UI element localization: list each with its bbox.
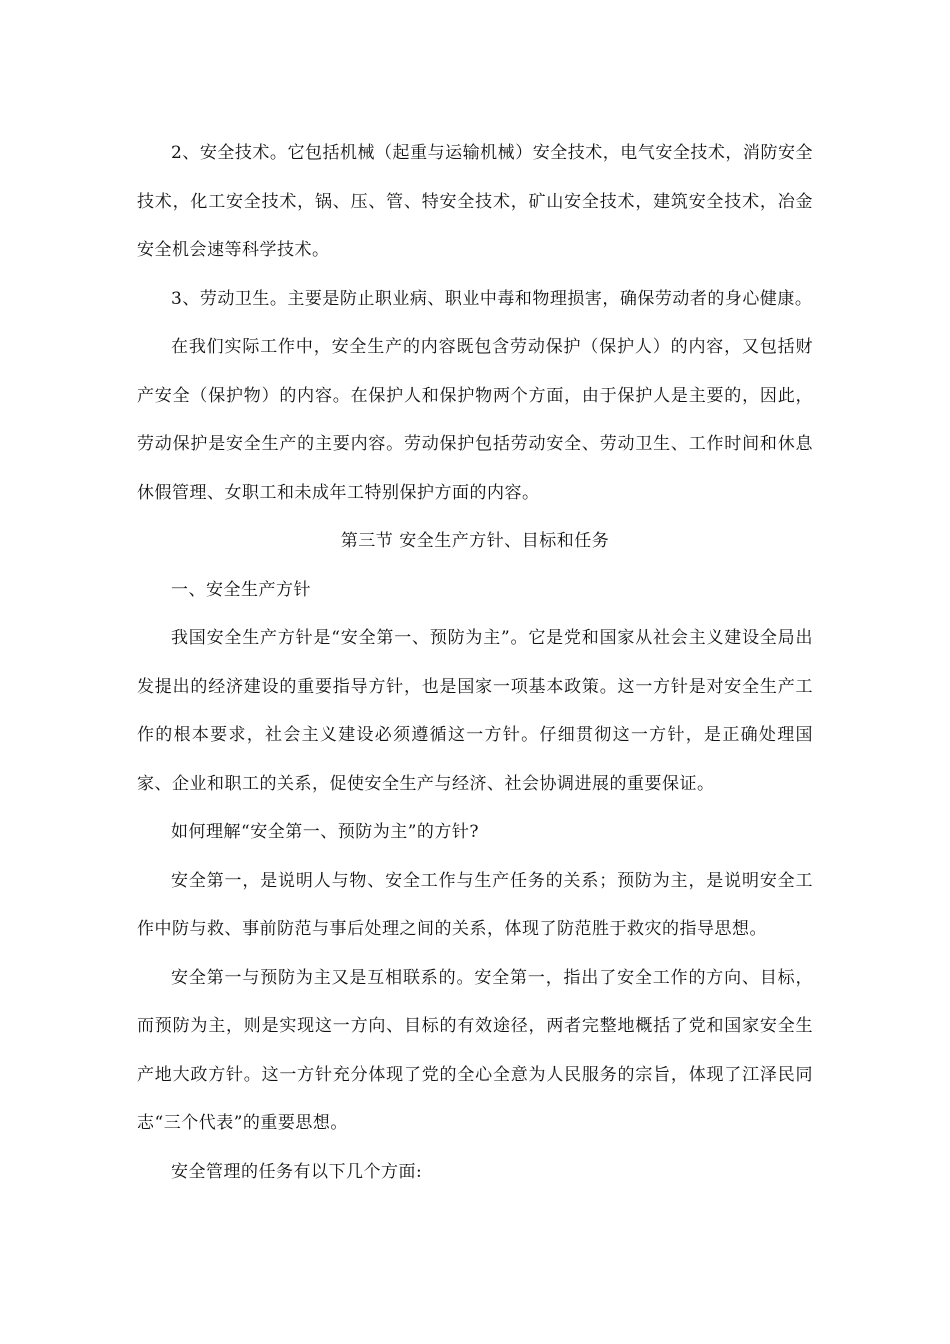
paragraph-relationship: 安全第一与预防为主又是互相联系的。安全第一，指出了安全工作的方向、目标，而预防为主，则是实现这一方向、目标的有效途径，两者完整地概括了党和国家安全生产地大政方针。这一方针充分体现了党的全心全意为人民服务的宗旨，体现了江泽民同志“三个代表”的重要思想。 [137, 967, 813, 1133]
paragraph-tasks-intro: 安全管理的任务有以下几个方面: [171, 1161, 423, 1182]
subsection-heading: 一、安全生产方针 [171, 579, 311, 600]
document-body [137, 129, 813, 1196]
paragraph-safety-technology: 2、安全技术。它包括机械（起重与运输机械）安全技术，电气安全技术，消防安全技术，化工安全技术，锅、压、管、特安全技术，矿山安全技术，建筑安全技术，冶金安全机会速等科学技术。 [137, 143, 813, 260]
paragraph-labor-hygiene: 3、劳动卫生。主要是防止职业病、职业中毒和物理损害，确保劳动者的身心健康。 [171, 288, 813, 309]
paragraph-policy: 我国安全生产方针是“安全第一、预防为主”。它是党和国家从社会主义建设全局出发提出的经济建设的重要指导方针，也是国家一项基本政策。这一方针是对安全生产工作的根本要求，社会主义建设必须遵循这一方针。仔细贯彻这一方针，是正确处理国家、企业和职工的关系，促使安全生产与经济、社会协调进展的重要保证。 [137, 628, 813, 794]
paragraph-work-content: 在我们实际工作中，安全生产的内容既包含劳动保护（保护人）的内容，又包括财产安全（保护物）的内容。在保护人和保护物两个方面，由于保护人是主要的，因此，劳动保护是安全生产的主要内容。劳动保护包括劳动安全、劳动卫生、工作时间和休息休假管理、女职工和未成年工特别保护方面的内容。 [137, 337, 813, 503]
section-heading: 第三节 安全生产方针、目标和任务 [340, 531, 610, 551]
paragraph-safety-first: 安全第一，是说明人与物、安全工作与生产任务的关系；预防为主，是说明安全工作中防与救、事前防范与事后处理之间的关系，体现了防范胜于救灾的指导思想。 [137, 870, 813, 939]
paragraph-question: 如何理解“安全第一、预防为主”的方针? [171, 822, 479, 842]
